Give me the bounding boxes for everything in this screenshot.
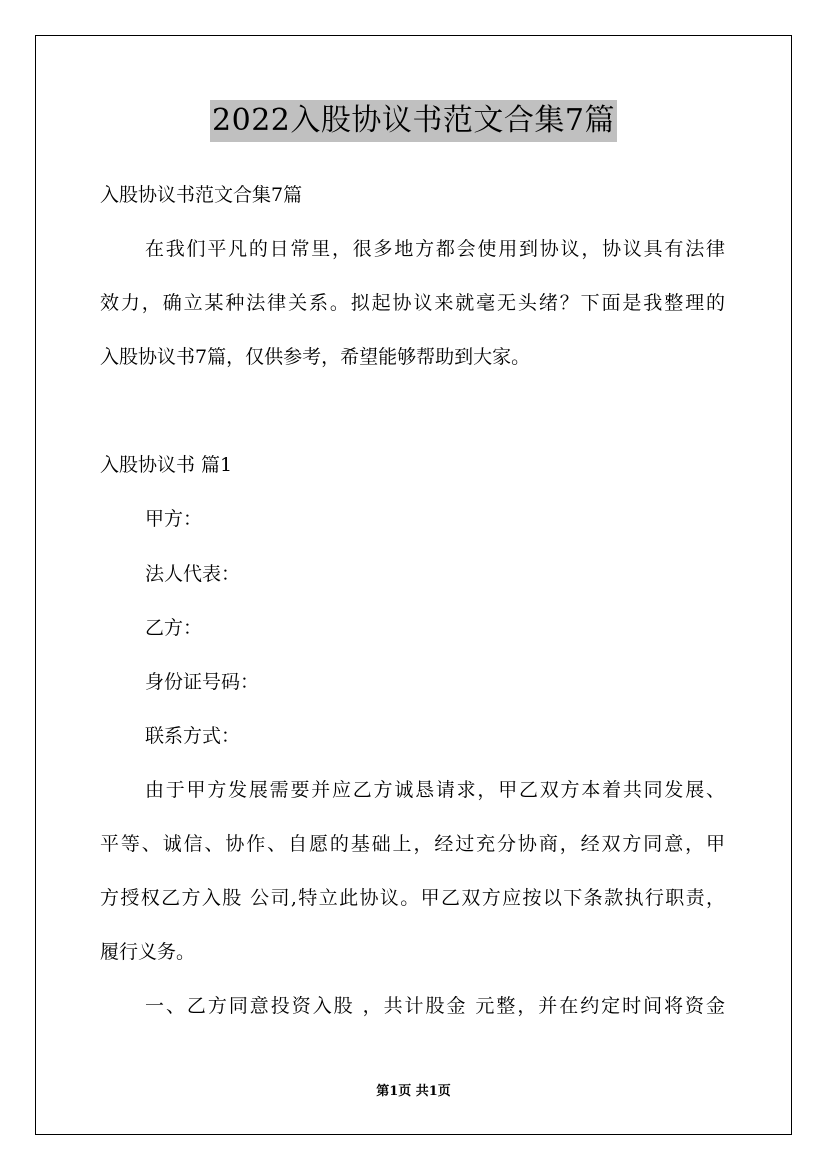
body-line-2: 平等、诚信、协作、自愿的基础上，经过充分协商，经双方同意，甲 (100, 833, 725, 855)
field-contact: 联系方式： (145, 725, 241, 747)
field-party-b: 乙方： (145, 617, 203, 639)
body-line-4: 履行义务。 (100, 941, 196, 963)
clause-1-line: 一、乙方同意投资入股 ，共计股金 元整，并在约定时间将资金 (145, 995, 725, 1017)
body-line-3: 方授权乙方入股 公司,特立此协议。甲乙双方应按以下条款执行职责， (100, 887, 725, 909)
intro-line-1: 在我们平凡的日常里，很多地方都会使用到协议，协议具有法律 (145, 238, 725, 260)
field-party-a: 甲方： (145, 508, 203, 530)
page-number-footer (0, 1083, 827, 1101)
page-label: 第1页 共1页 (376, 1084, 451, 1099)
document-title: 2022入股协议书范文合集7篇 (210, 100, 617, 142)
body-line-1: 由于甲方发展需要并应乙方诚恳请求，甲乙双方本着共同发展、 (145, 779, 725, 801)
field-legal-rep: 法人代表： (145, 563, 241, 585)
section-heading: 入股协议书 篇1 (100, 454, 233, 476)
intro-line-2: 效力，确立某种法律关系。拟起协议来就毫无头绪？下面是我整理的 (100, 292, 725, 314)
field-id-number: 身份证号码： (145, 671, 260, 693)
title-container (0, 100, 827, 142)
document-subtitle: 入股协议书范文合集7篇 (100, 184, 303, 206)
intro-line-3: 入股协议书7篇，仅供参考，希望能够帮助到大家。 (100, 346, 531, 368)
